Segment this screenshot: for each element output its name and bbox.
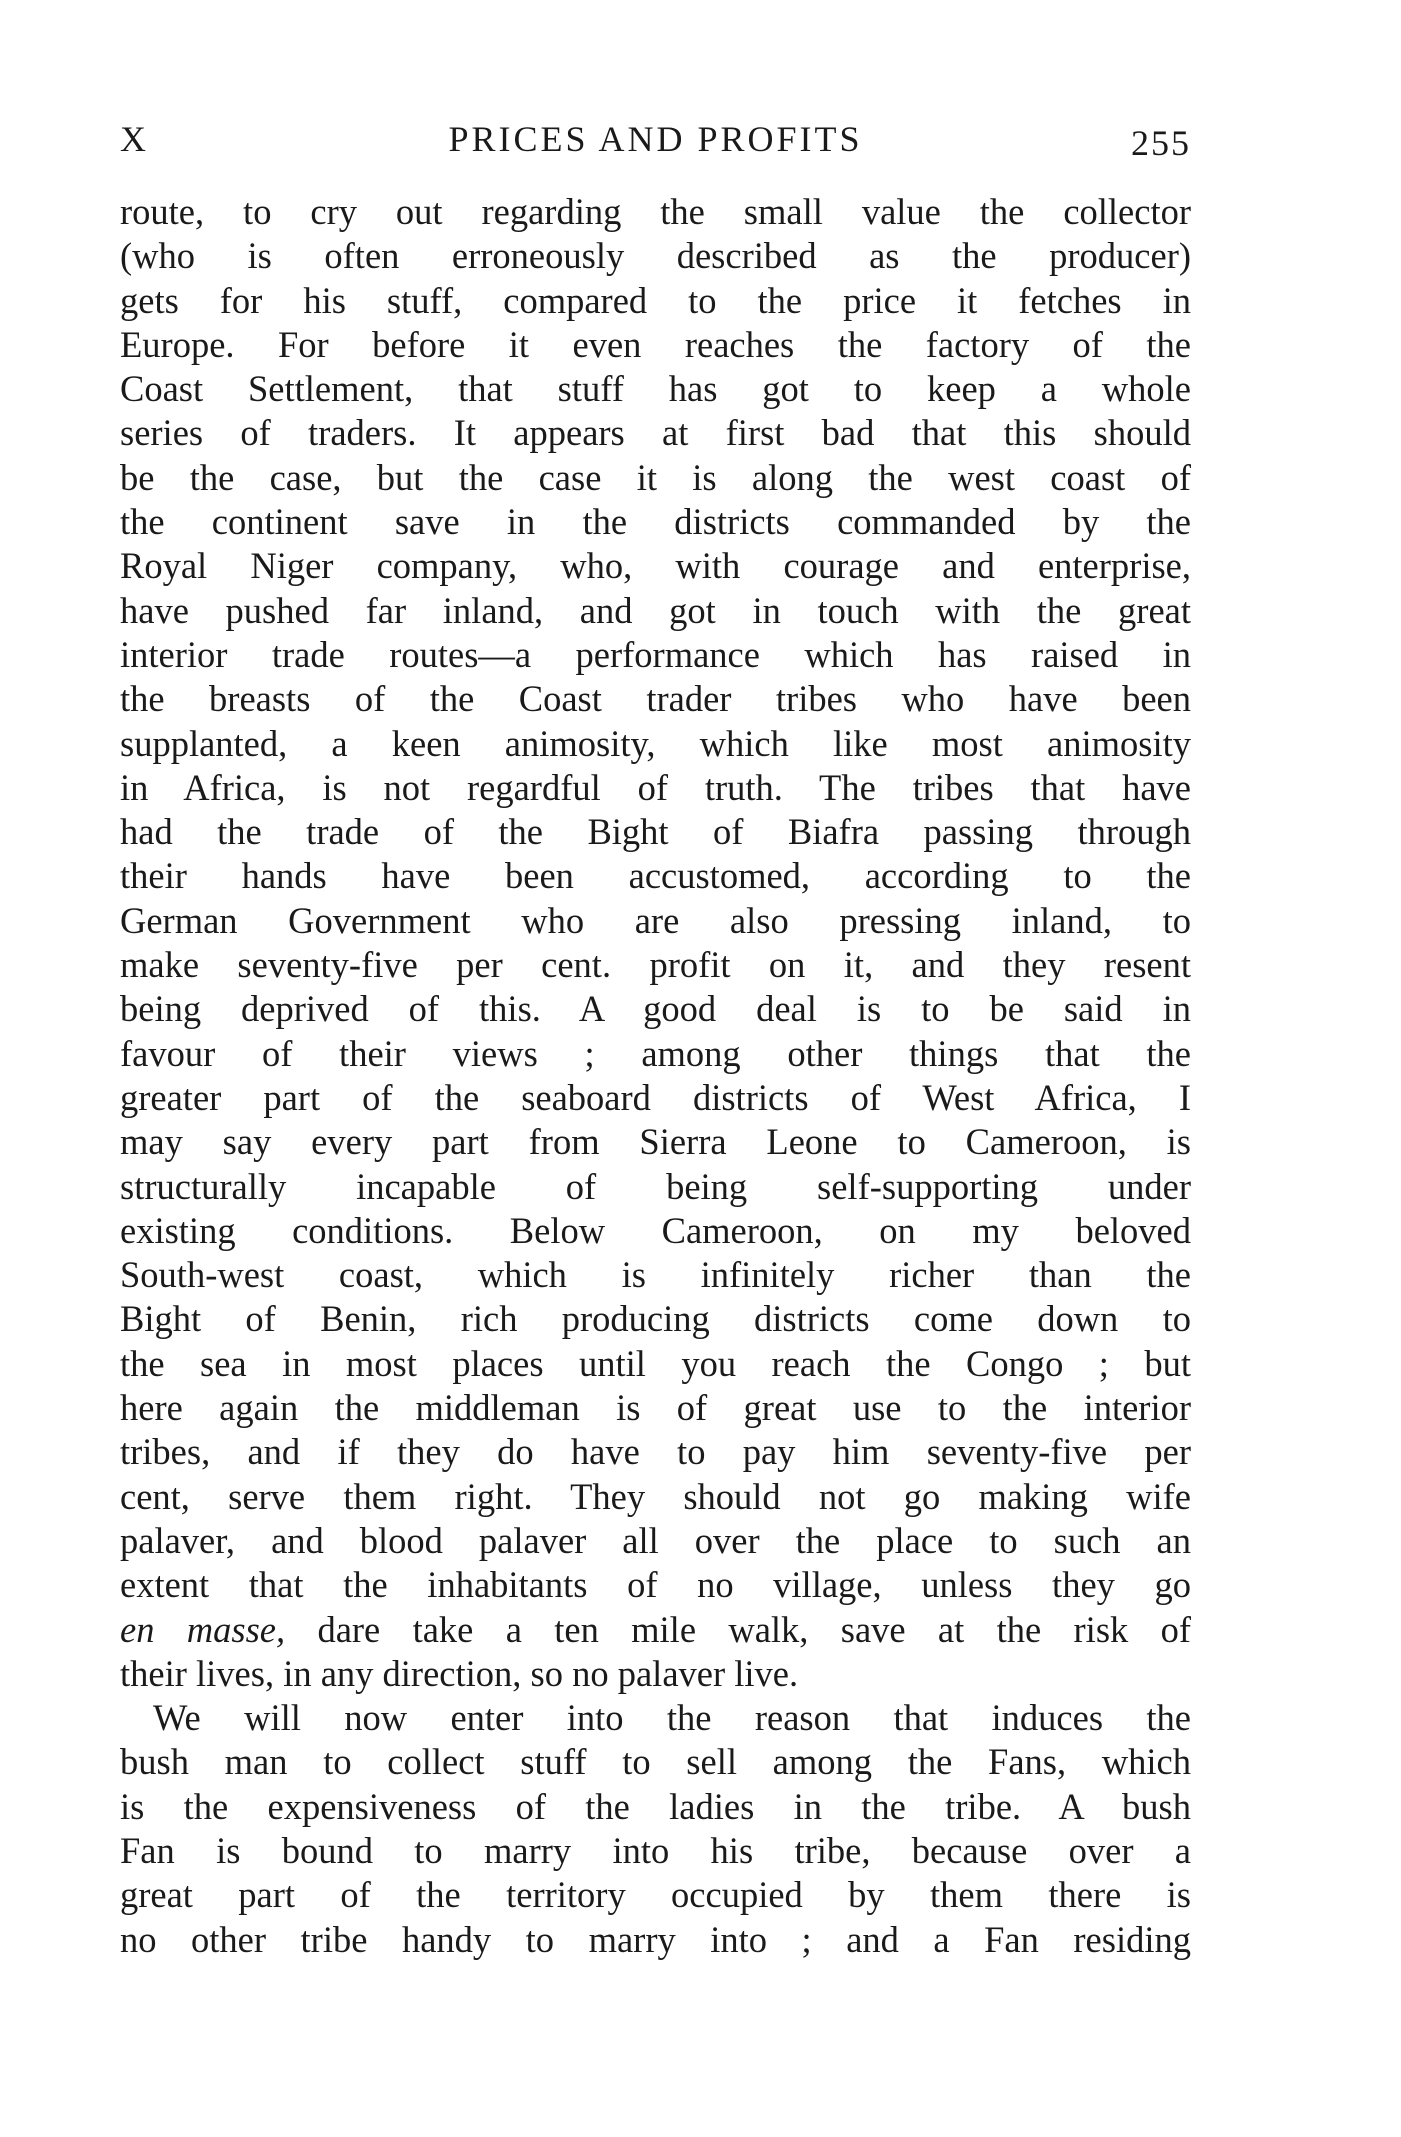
- text-line: supplanted, a keen animosity, which like most animosity: [120, 722, 1191, 764]
- text-line: extent that the inhabitants of no village, unless they go: [120, 1564, 1191, 1606]
- text-line: interior trade routes—a performance which has raised in: [120, 633, 1191, 675]
- text-line: tribes, and if they do have to pay him seventy-five per: [120, 1431, 1191, 1473]
- text-line: be the case, but the case it is along the west coast of: [120, 456, 1191, 498]
- text-line: route, to cry out regarding the small value the collector: [120, 191, 1191, 232]
- text-line: gets for his stuff, compared to the price it fetches in: [120, 279, 1191, 321]
- text-line: make seventy-five per cent. profit on it, and they resent: [120, 944, 1191, 986]
- running-title: PRICES AND PROFITS: [448, 119, 863, 159]
- text-line: series of traders. It appears at first bad that this should: [120, 412, 1191, 454]
- italic-phrase: en masse,: [120, 1608, 286, 1650]
- text-line: Royal Niger company, who, with courage and enterprise,: [120, 545, 1191, 587]
- text-line: had the trade of the Bight of Biafra passing through: [120, 811, 1191, 853]
- paragraph-start-line: We will now enter into the reason that induces the: [153, 1697, 1191, 1739]
- text-line: greater part of the seaboard districts of West Africa, I: [120, 1076, 1191, 1118]
- text-line: is the expensiveness of the ladies in the tribe. A bush: [120, 1785, 1191, 1827]
- text-line: here again the middleman is of great use to the interior: [120, 1387, 1191, 1429]
- chapter-number: X: [120, 119, 148, 159]
- text-line: their hands have been accustomed, according to the: [120, 855, 1191, 897]
- text-line: palaver, and blood palaver all over the place to such an: [120, 1519, 1191, 1561]
- text-line: Coast Settlement, that stuff has got to keep a whole: [120, 368, 1191, 410]
- paragraph-end-line: their lives, in any direction, so no palaver live.: [120, 1652, 799, 1694]
- text-line: the sea in most places until you reach the Congo ; but: [120, 1342, 1191, 1384]
- page-number: 255: [1131, 123, 1191, 163]
- text-line: Bight of Benin, rich producing districts come down to: [120, 1298, 1191, 1340]
- text-line: in Africa, is not regardful of truth. The tribes that have: [120, 766, 1191, 808]
- text-line: structurally incapable of being self-supporting under: [120, 1165, 1191, 1207]
- running-header: [120, 118, 1191, 168]
- text-line: no other tribe handy to marry into ; and a Fan residing: [120, 1918, 1191, 1960]
- text-line: (who is often erroneously described as the producer): [120, 235, 1191, 277]
- text-line: German Government who are also pressing inland, to: [120, 899, 1191, 941]
- text-line: Europe. For before it even reaches the factory of the: [120, 323, 1191, 365]
- text-line: bush man to collect stuff to sell among the Fans, which: [120, 1741, 1191, 1783]
- text-line-italic: [120, 1608, 1191, 1652]
- text-fragment: dare take a ten mile walk, save at the risk of: [285, 1608, 1191, 1650]
- page-body: [120, 190, 1191, 1962]
- text-line: have pushed far inland, and got in touch with the great: [120, 589, 1191, 631]
- text-line: favour of their views ; among other things that the: [120, 1032, 1191, 1074]
- text-line: the continent save in the districts commanded by the: [120, 501, 1191, 543]
- text-line: being deprived of this. A good deal is to be said in: [120, 988, 1191, 1030]
- text-line: great part of the territory occupied by them there is: [120, 1874, 1191, 1916]
- text-line: existing conditions. Below Cameroon, on my beloved: [120, 1209, 1191, 1251]
- text-line: South-west coast, which is infinitely richer than the: [120, 1254, 1191, 1296]
- text-line: the breasts of the Coast trader tribes who have been: [120, 678, 1191, 720]
- text-line: may say every part from Sierra Leone to Cameroon, is: [120, 1121, 1191, 1163]
- text-line: Fan is bound to marry into his tribe, because over a: [120, 1829, 1191, 1871]
- text-line: cent, serve them right. They should not go making wife: [120, 1475, 1191, 1517]
